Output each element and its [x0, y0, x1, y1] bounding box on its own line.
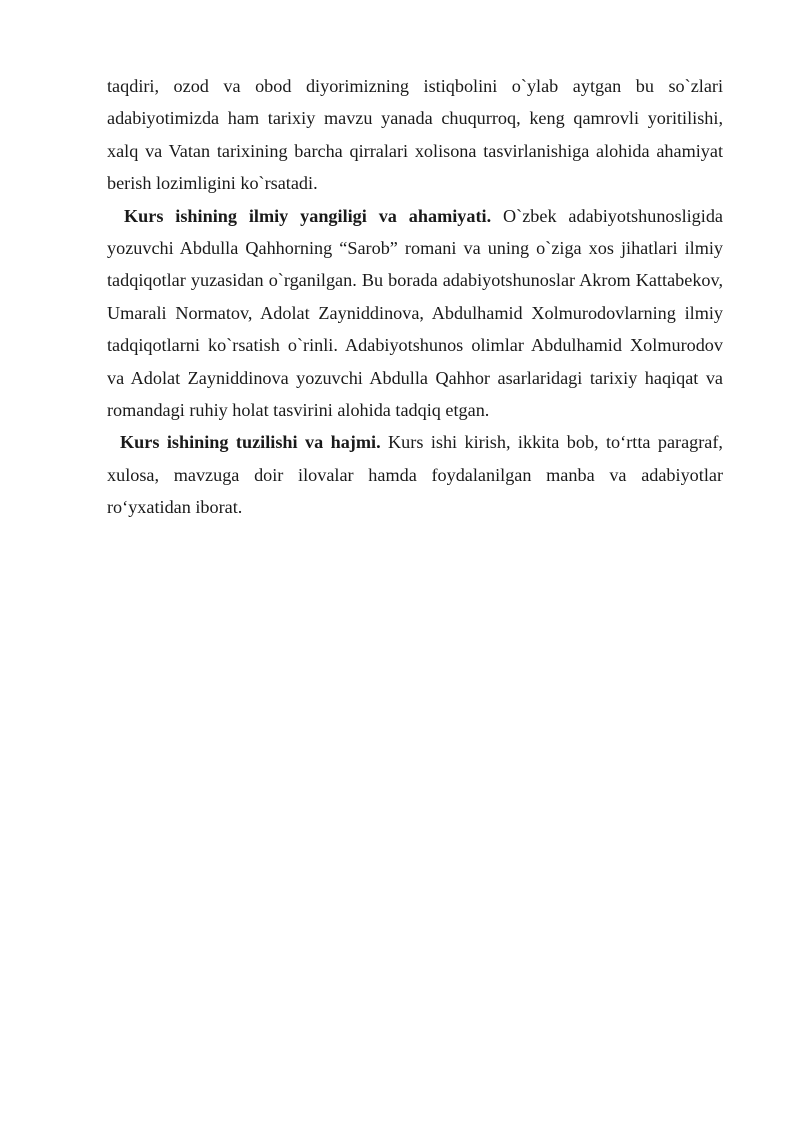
- paragraph-text: Kurs ishi kirish, ikkita bob, to‘rtta paragraf, xulosa, mavzuga doir ilovalar hamda foydalanilgan manba va adabiyotlar ro‘yxatidan iborat.: [107, 432, 723, 518]
- paragraph-scientific-novelty: [107, 200, 723, 427]
- body-text: [107, 70, 723, 524]
- paragraph-text: O`zbek adabiyotshunosligida yozuvchi Abdulla Qahhorning “Sarob” romani va uning o`ziga xos jihatlari ilmiy tadqiqotlar yuzasidan o`rganilgan. Bu borada adabiyotshunoslar Akrom Kattabekov, Umarali Normatov, Adolat Zayniddinova, Abdulhamid Xolmurodovlarning ilmiy tadqiqotlarni ko`rsatish o`rinli. Adabiyotshunos olimlar Abdulhamid Xolmurodov va Adolat Zayniddinova yozuvchi Abdulla Qahhor asarlaridagi tarixiy haqiqat va romandagi ruhiy holat tasvirini alohida tadqiq etgan.: [107, 205, 723, 421]
- paragraph-heading: Kurs ishining tuzilishi va hajmi.: [120, 432, 381, 453]
- paragraph-text: taqdiri, ozod va obod diyorimizning istiqbolini o`ylab aytgan bu so`zlari adabiyotimizda ham tarixiy mavzu yanada chuqurroq, keng qamrovli yoritilishi, xalq va Vatan tarixining barcha qirralari xolisona tasvirlanishiga alohida ahamiyat berish lozimligini ko`rsatadi.: [107, 76, 723, 194]
- paragraph-intro-continuation: [107, 70, 723, 200]
- paragraph-heading: Kurs ishining ilmiy yangiligi va ahamiyati.: [124, 205, 492, 226]
- paragraph-structure-volume: [107, 426, 723, 523]
